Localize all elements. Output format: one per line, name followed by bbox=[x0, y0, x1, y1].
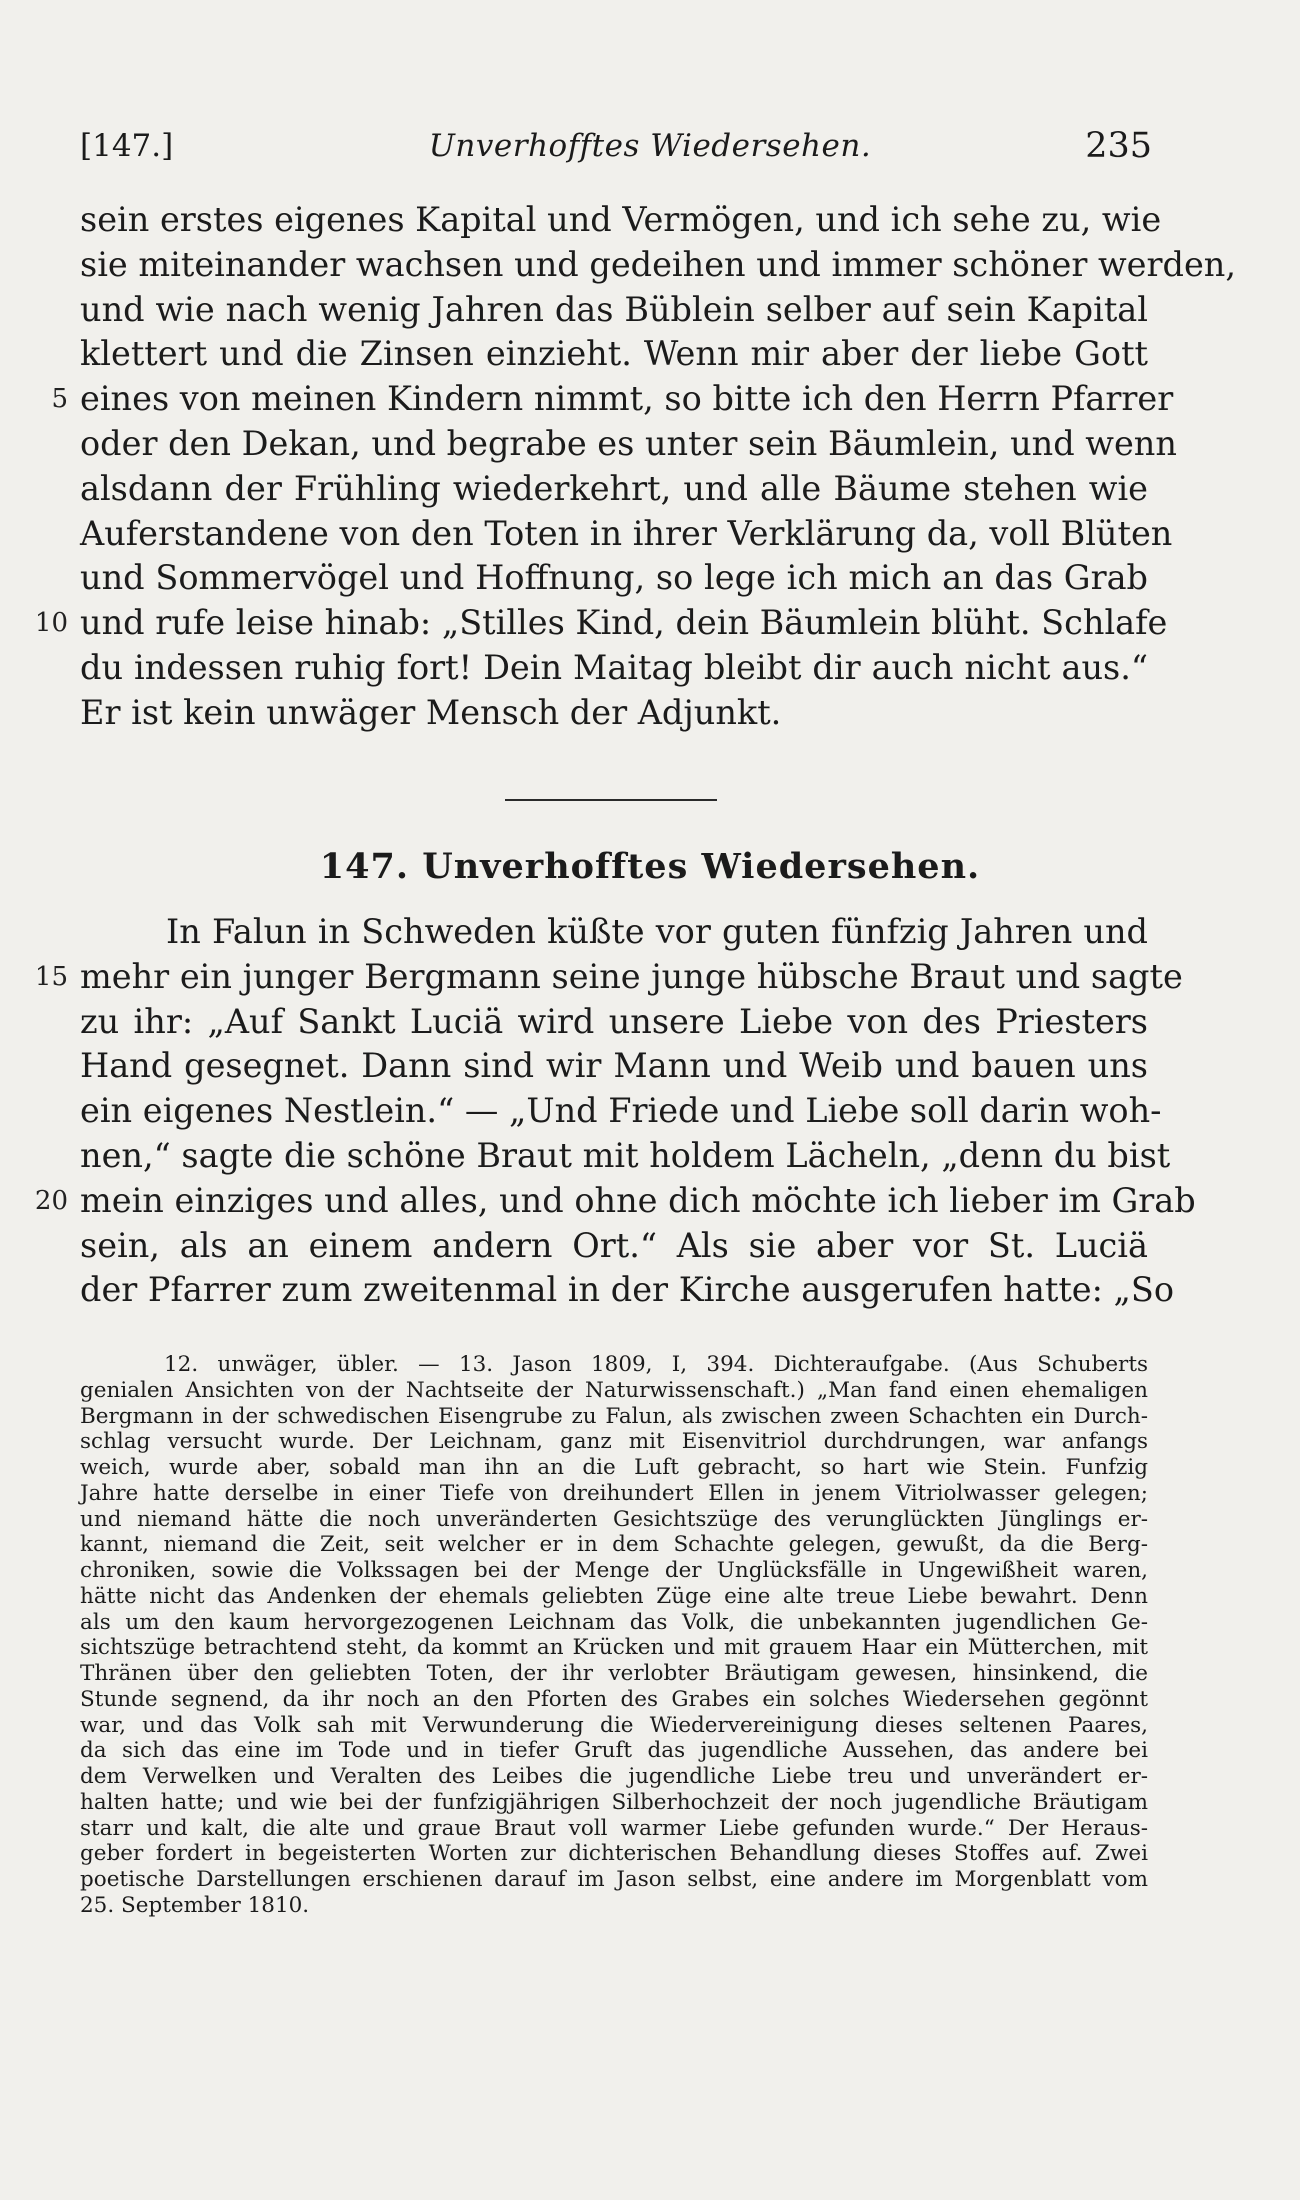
section-title: 147. Unverhofftes Wiedersehen. bbox=[319, 846, 981, 887]
text-line-content: sein, als an einem andern Ort.“ Als sie aber vor St. Luciä bbox=[80, 1225, 1148, 1265]
footnote-line: war, und das Volk sah mit Verwunderung die Wiedervereinigung dieses seltenen Paares, bbox=[80, 1712, 1148, 1738]
header-section-ref: [147.] bbox=[80, 128, 174, 164]
footnote-line: Thränen über den geliebten Toten, der ihr verlobter Bräutigam gewesen, hinsinkend, die bbox=[80, 1661, 1148, 1686]
text-line-content: sie miteinander wachsen und gedeihen und immer schöner werden, bbox=[80, 244, 1237, 284]
text-line-content: mein einziges und alles, und ohne dich möchte ich lieber im Grab bbox=[80, 1180, 1196, 1220]
footnote-line: chroniken, sowie die Volkssagen bei der Menge der Unglücksfälle in Ungewißheit waren, bbox=[80, 1558, 1148, 1583]
line-number: 5 bbox=[51, 384, 68, 415]
text-line-content: Auferstandene von den Toten in ihrer Verklärung da, voll Blüten bbox=[80, 513, 1173, 553]
text-line-content: der Pfarrer zum zweitenmal in der Kirche ausgerufen hatte: „So bbox=[80, 1270, 1175, 1310]
text-line-content: Hand gesegnet. Dann sind wir Mann und Weib und bauen uns bbox=[80, 1046, 1148, 1086]
text-line bbox=[34, 955, 1183, 1000]
footnote-line: da sich das eine im Tode und in tiefer Gruft das jugendliche Aussehen, das andere bei bbox=[80, 1738, 1148, 1764]
footnote-line: geber fordert in begeisterten Worten zur dichterischen Behandlung dieses Stoffes auf. Zwei bbox=[80, 1841, 1148, 1867]
text-line bbox=[80, 422, 1177, 467]
footnote-line: 25. September 1810. bbox=[80, 1892, 310, 1918]
footnote-line: schlag versucht wurde. Der Leichnam, ganz mit Eisenvitriol durchdrungen, war anfangs bbox=[80, 1429, 1148, 1455]
text-line bbox=[80, 288, 1148, 333]
footnote-line: als um den kaum hervorgezogenen Leichnam das Volk, die unbekannten jugendlichen Ge- bbox=[80, 1609, 1148, 1635]
text-line-content: zu ihr: „Auf Sankt Luciä wird unsere Liebe von des Priesters bbox=[80, 1001, 1148, 1041]
footnotes bbox=[80, 1352, 1148, 1919]
footnote-line: halten hatte; und wie bei der funfzigjährigen Silberhochzeit der noch jugendliche Bräutigam bbox=[80, 1789, 1148, 1815]
text-line-content: mehr ein junger Bergmann seine junge hübsche Braut und sagte bbox=[80, 956, 1183, 996]
text-line bbox=[80, 332, 1148, 377]
text-line bbox=[80, 243, 1237, 288]
text-line bbox=[80, 1044, 1148, 1089]
footnote-line: weich, wurde aber, sobald man ihn an die Luft gebracht, so hart wie Stein. Funfzig bbox=[80, 1455, 1148, 1480]
text-line-content: und Sommervögel und Hoffnung, so lege ich mich an das Grab bbox=[80, 558, 1148, 598]
text-line bbox=[80, 556, 1148, 601]
footnote-line: poetische Darstellungen erschienen darauf im Jason selbst, eine andere im Morgenblatt vom bbox=[80, 1867, 1148, 1892]
footnote-line: Jahre hatte derselbe in einer Tiefe von dreihundert Ellen in jenem Vitriolwasser gelegen; bbox=[80, 1480, 1148, 1506]
text-line bbox=[80, 1134, 1171, 1179]
text-line bbox=[80, 1089, 1162, 1134]
footnote-line: Stunde segnend, da ihr noch an den Pforten des Grabes ein solches Wiedersehen gegönnt bbox=[80, 1686, 1148, 1712]
text-line-content: ein eigenes Nestlein.“ — „Und Friede und Liebe soll darin woh- bbox=[80, 1091, 1162, 1131]
text-line-content: Er ist kein unwäger Mensch der Adjunkt. bbox=[80, 692, 782, 732]
text-line bbox=[80, 198, 1162, 243]
text-line bbox=[80, 691, 1148, 736]
text-line bbox=[80, 467, 1148, 512]
footnote-line: Bergmann in der schwedischen Eisengrube zu Falun, als zwischen zween Schachten ein Durch- bbox=[80, 1403, 1148, 1429]
footnote-line: und niemand hätte die noch unveränderten Gesichtszüge des verunglückten Jünglings er- bbox=[80, 1506, 1148, 1532]
text-line-content: klettert und die Zinsen einzieht. Wenn mir aber der liebe Gott bbox=[80, 334, 1148, 374]
footnote-line: starr und kalt, die alte und graue Braut voll warmer Liebe gefunden wurde.“ Der Heraus- bbox=[80, 1815, 1148, 1841]
text-line-content: du indessen ruhig fort! Dein Maitag bleibt dir auch nicht aus.“ bbox=[80, 647, 1148, 687]
text-line bbox=[80, 910, 1148, 955]
page-number: 235 bbox=[1085, 126, 1152, 166]
running-title: Unverhofftes Wiedersehen. bbox=[428, 128, 872, 164]
footnote-line: 12. unwäger, übler. — 13. Jason 1809, I, 394. Dichteraufgabe. (Aus Schuberts bbox=[164, 1352, 1148, 1377]
text-line bbox=[80, 1224, 1148, 1269]
text-line-content: nen,“ sagte die schöne Braut mit holdem Lächeln, „denn du bist bbox=[80, 1135, 1171, 1175]
text-line bbox=[80, 512, 1173, 557]
line-number: 15 bbox=[34, 961, 68, 992]
text-line bbox=[80, 1268, 1175, 1313]
text-line bbox=[34, 601, 1168, 646]
text-line-content: alsdann der Frühling wiederkehrt, und alle Bäume stehen wie bbox=[80, 468, 1148, 508]
footnote-line: hätte nicht das Andenken der ehemals geliebten Züge eine alte treue Liebe bewahrt. Denn bbox=[80, 1583, 1148, 1609]
body-text-continued bbox=[34, 198, 1237, 736]
text-line-content: sein erstes eigenes Kapital und Vermögen, und ich sehe zu, wie bbox=[80, 200, 1162, 239]
text-line-content: In Falun in Schweden küßte vor guten fünfzig Jahren und bbox=[166, 912, 1148, 951]
line-number: 10 bbox=[34, 608, 68, 639]
footnote-line: kannt, niemand die Zeit, seit welcher er in dem Schachte gelegen, gewußt, da die Berg- bbox=[80, 1532, 1148, 1558]
body-text-section-147 bbox=[34, 910, 1196, 1313]
text-line bbox=[51, 377, 1174, 422]
text-line-content: und rufe leise hinab: „Stilles Kind, dein Bäumlein blüht. Schlafe bbox=[80, 603, 1168, 643]
footnote-line: dem Verwelken und Veralten des Leibes die jugendliche Liebe treu und unverändert er- bbox=[80, 1764, 1148, 1789]
text-line-content: eines von meinen Kindern nimmt, so bitte ich den Herrn Pfarrer bbox=[80, 379, 1174, 419]
footnote-line: sichtszüge betrachtend steht, da kommt an Krücken und mit grauem Haar ein Mütterchen, mit bbox=[80, 1635, 1148, 1661]
text-line bbox=[80, 646, 1148, 691]
text-line bbox=[80, 1000, 1148, 1045]
line-number: 20 bbox=[34, 1185, 68, 1216]
text-line-content: oder den Dekan, und begrabe es unter sein Bäumlein, und wenn bbox=[80, 423, 1177, 463]
text-line-content: und wie nach wenig Jahren das Büblein selber auf sein Kapital bbox=[80, 289, 1148, 329]
text-line bbox=[34, 1179, 1196, 1224]
section-divider bbox=[505, 799, 717, 801]
footnote-line: genialen Ansichten von der Nachtseite der Naturwissenschaft.) „Man fand einen ehemaligen bbox=[80, 1377, 1148, 1403]
